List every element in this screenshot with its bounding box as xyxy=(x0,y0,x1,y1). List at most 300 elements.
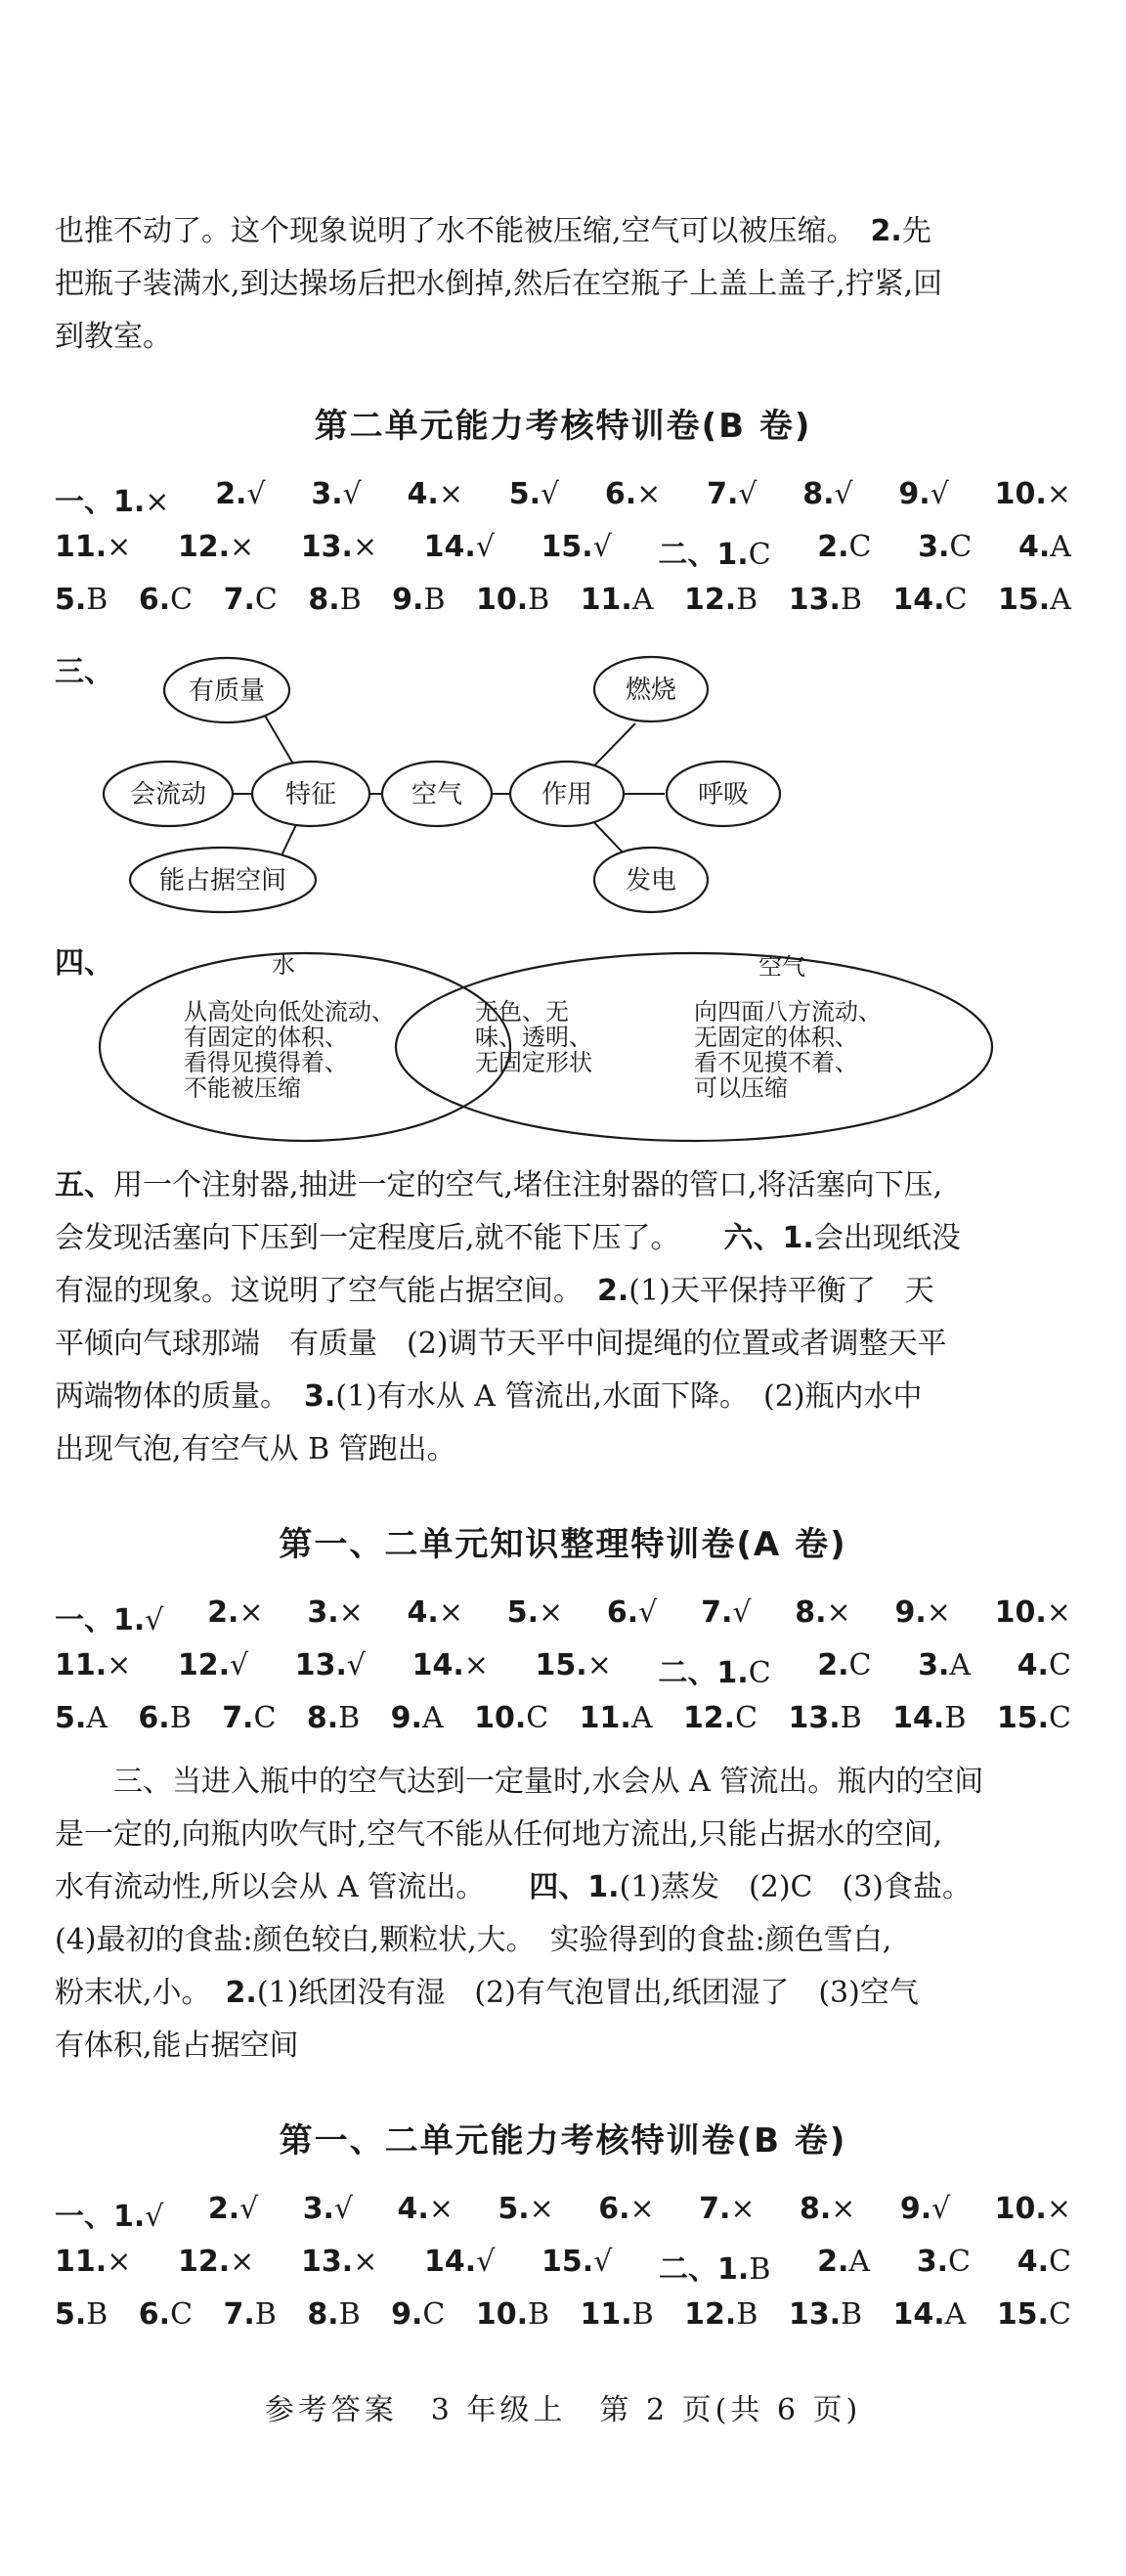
answer-value: × xyxy=(338,1595,364,1630)
answer-number: 13. xyxy=(788,583,841,617)
answer-number: 6. xyxy=(598,2192,630,2226)
answer-item xyxy=(474,1701,548,1735)
answer-item xyxy=(997,1701,1071,1735)
answer-value: A xyxy=(630,1701,653,1735)
answer-item xyxy=(139,2297,193,2332)
answer-item xyxy=(178,530,254,573)
answer-value: B xyxy=(339,583,362,617)
answer-value: × xyxy=(539,1595,564,1630)
venn-mid-line: 无固定形状 xyxy=(475,1049,592,1076)
answer-number: 2. xyxy=(817,1648,849,1682)
answer-number: 二、1. xyxy=(658,1656,749,1690)
answer-value: × xyxy=(463,1648,489,1682)
answer-item xyxy=(55,2297,108,2332)
answer-value: × xyxy=(238,1595,264,1630)
answer-number: 9. xyxy=(390,1701,422,1735)
answer-number: 二、1. xyxy=(658,538,749,572)
answer-item xyxy=(476,2297,549,2332)
answer-item xyxy=(222,1701,276,1735)
answer-value: × xyxy=(438,1595,463,1630)
answer-value: √ xyxy=(638,1595,658,1630)
answer-item xyxy=(476,583,549,617)
p6-line-3: 有湿的现象。这说明了空气能占据空间。 2.(1)天平保持平衡了 天 xyxy=(55,1274,934,1308)
answer-number: 13. xyxy=(300,530,353,564)
answer-number: 9. xyxy=(391,2297,423,2332)
answer-number: 5. xyxy=(498,2192,530,2226)
answer-item xyxy=(55,530,131,573)
answer-value: C xyxy=(170,583,194,617)
venn-left-line: 有固定的体积、 xyxy=(184,1024,348,1051)
answer-item xyxy=(536,1648,612,1691)
answer-item xyxy=(918,1648,971,1691)
answer-number: 5. xyxy=(506,1595,540,1630)
answer-value: × xyxy=(230,530,255,564)
answer-number: 7. xyxy=(222,1701,254,1735)
answer-value: √ xyxy=(930,477,949,511)
answer-item xyxy=(224,583,278,617)
answer-number: 2. xyxy=(207,2192,240,2226)
answer-item xyxy=(917,2245,971,2288)
answer-value: B xyxy=(840,583,862,617)
answer-value: A xyxy=(848,2245,871,2279)
intro-paragraph xyxy=(55,205,1071,364)
answer-value: B xyxy=(528,583,550,617)
answer-number: 12. xyxy=(178,2245,231,2279)
p5-line-1: 五、用一个注射器,抽进一定的空气,堵住注射器的管口,将活塞向下压, xyxy=(55,1168,943,1202)
answer-item xyxy=(139,583,193,617)
answer-value: √ xyxy=(246,477,266,511)
answer-number: 6. xyxy=(606,1595,639,1630)
answer-value: C xyxy=(422,2297,446,2332)
p6-line-4: 平倾向气球那端 有质量 (2)调节天平中间提绳的位置或者调整天平 xyxy=(55,1327,947,1361)
answer-item xyxy=(684,2297,758,2332)
answer-item xyxy=(392,583,445,617)
answer-value: B xyxy=(86,2297,108,2332)
answer-value: B xyxy=(169,1701,192,1735)
answer-item xyxy=(707,477,757,520)
answer-number: 15. xyxy=(996,1701,1049,1735)
answer-item xyxy=(224,2297,277,2332)
s2-line-6: 有体积,能占据空间 xyxy=(55,2029,299,2063)
answer-value: × xyxy=(636,477,662,511)
node-text-features: 特征 xyxy=(284,780,337,809)
answer-value: B xyxy=(840,1701,862,1735)
venn-left-line: 从高处向低处流动、 xyxy=(184,998,395,1026)
answer-number: 8. xyxy=(308,583,340,617)
answer-value: × xyxy=(1046,477,1071,511)
answer-number: 10. xyxy=(475,2297,528,2332)
answer-value: × xyxy=(529,2192,554,2226)
answer-number: 11. xyxy=(55,2245,108,2279)
answer-item xyxy=(391,1701,444,1735)
answer-number: 7. xyxy=(223,2297,255,2332)
answer-value: × xyxy=(107,2245,132,2279)
answer-number: 13. xyxy=(788,1701,841,1735)
answer-value: √ xyxy=(145,1603,164,1637)
answer-number: 2. xyxy=(207,1595,239,1630)
answer-item xyxy=(900,2192,950,2235)
answer-value: A xyxy=(944,2297,967,2332)
answer-value: × xyxy=(428,2192,454,2226)
answer-number: 10. xyxy=(475,583,529,617)
answer-item xyxy=(215,477,265,520)
part-3-label: 三、 xyxy=(55,655,113,689)
answer-item xyxy=(55,1701,108,1735)
venn-left-title: 水 xyxy=(272,951,295,979)
answer-row xyxy=(55,1701,1071,1735)
answer-number: 11. xyxy=(55,530,108,564)
answer-number: 15. xyxy=(541,530,593,564)
answer-item xyxy=(408,1595,463,1638)
answer-value: B xyxy=(736,583,758,617)
answer-number: 6. xyxy=(138,2297,171,2332)
answer-number: 13. xyxy=(301,2245,354,2279)
answer-value: C xyxy=(1048,1701,1071,1735)
answer-value: √ xyxy=(738,477,758,511)
answer-item xyxy=(998,583,1071,617)
answer-value: A xyxy=(86,1701,108,1735)
answer-value: √ xyxy=(342,477,362,511)
answer-item xyxy=(541,530,612,573)
node-text-uses: 作用 xyxy=(541,780,593,809)
answer-number: 8. xyxy=(799,2192,832,2226)
venn-left-line: 看得见摸得着、 xyxy=(184,1049,348,1076)
answer-value: C xyxy=(1048,1648,1071,1682)
answer-value: √ xyxy=(592,530,612,564)
answer-number: 6. xyxy=(138,1701,170,1735)
answer-value: × xyxy=(352,530,378,564)
part-5-6-paragraph xyxy=(55,1159,1071,1476)
answer-item xyxy=(391,2297,445,2332)
answer-item xyxy=(605,477,661,520)
page-footer: 参考答案 3 年级上 第 2 页(共 6 页) xyxy=(264,2393,862,2427)
answer-number: 11. xyxy=(580,2297,632,2332)
answer-item xyxy=(701,1595,751,1638)
node-text-u1: 燃烧 xyxy=(625,676,677,705)
answer-number: 6. xyxy=(604,477,637,511)
answer-item xyxy=(607,1595,657,1638)
answer-number: 13. xyxy=(788,2297,841,2332)
answer-item xyxy=(997,2297,1071,2332)
answer-number: 10. xyxy=(994,2192,1047,2226)
s2-line-5: 粉末状,小。 2.(1)纸团没有湿 (2)有气泡冒出,纸团湿了 (3)空气 xyxy=(55,1976,919,2010)
answer-item xyxy=(178,1648,248,1691)
answer-item xyxy=(995,2192,1071,2235)
answer-number: 12. xyxy=(684,583,737,617)
answer-number: 12. xyxy=(177,1648,231,1682)
answer-number: 3. xyxy=(311,477,343,511)
answer-row xyxy=(55,1595,1071,1638)
answer-item xyxy=(408,477,463,520)
mind-map xyxy=(0,635,1126,929)
answer-number: 二、1. xyxy=(659,2252,750,2287)
answer-value: √ xyxy=(476,2245,496,2279)
answer-item xyxy=(684,583,758,617)
answer-value: √ xyxy=(931,2192,951,2226)
answer-item xyxy=(424,530,495,573)
answer-value: A xyxy=(949,1648,972,1682)
answer-item xyxy=(898,477,948,520)
answer-value: B xyxy=(423,583,446,617)
answer-value: A xyxy=(1050,530,1071,564)
answer-value: B xyxy=(338,2297,361,2332)
answer-value: C xyxy=(253,1701,277,1735)
answer-value: √ xyxy=(541,477,560,511)
answer-number: 15. xyxy=(996,2297,1049,2332)
answer-item xyxy=(308,583,361,617)
answer-number: 12. xyxy=(684,2297,737,2332)
answer-value: B xyxy=(749,2252,771,2287)
answer-number: 10. xyxy=(994,1595,1047,1630)
answer-item xyxy=(1018,530,1071,573)
answer-item xyxy=(699,2192,755,2235)
venn-mid-line: 味、透明、 xyxy=(475,1024,592,1051)
answer-value: C xyxy=(526,1701,549,1735)
answer-number: 3. xyxy=(302,2192,334,2226)
node-text-center: 空气 xyxy=(411,780,463,809)
answer-number: 3. xyxy=(918,1648,950,1682)
answer-value: × xyxy=(230,2245,255,2279)
answer-item xyxy=(307,2297,360,2332)
answer-item xyxy=(817,2245,870,2288)
answer-item xyxy=(892,1701,966,1735)
section2-paragraph xyxy=(55,1756,1071,2073)
answer-item xyxy=(598,2192,654,2235)
venn-right-title: 空气 xyxy=(758,953,805,981)
answer-item xyxy=(802,477,852,520)
answer-item xyxy=(398,2192,454,2235)
answer-value: √ xyxy=(475,530,495,564)
answer-item xyxy=(789,583,862,617)
answer-row xyxy=(55,2245,1071,2288)
answer-row xyxy=(55,530,1071,573)
answer-item xyxy=(301,530,377,573)
answer-number: 14. xyxy=(892,1701,945,1735)
answer-value: C xyxy=(944,583,968,617)
answer-value: × xyxy=(1046,2192,1071,2226)
answer-item xyxy=(795,1595,850,1638)
answer-row xyxy=(55,2297,1071,2332)
answer-number: 8. xyxy=(802,477,835,511)
venn-right-line: 看不见摸不着、 xyxy=(694,1049,858,1076)
answer-value: √ xyxy=(732,1595,752,1630)
node-text-u3: 发电 xyxy=(625,866,677,895)
answer-item xyxy=(1018,2245,1071,2288)
answer-number: 14. xyxy=(892,2297,945,2332)
answer-number: 12. xyxy=(682,1701,736,1735)
answer-number: 13. xyxy=(294,1648,347,1682)
answer-value: C xyxy=(748,1656,771,1690)
answer-item xyxy=(581,583,654,617)
answer-item xyxy=(581,2297,654,2332)
answer-item xyxy=(208,2192,258,2235)
answer-number: 15. xyxy=(535,1648,587,1682)
answer-item xyxy=(507,1595,563,1638)
answer-value: × xyxy=(353,2245,378,2279)
answer-item xyxy=(892,583,967,617)
answer-number: 5. xyxy=(55,2297,87,2332)
answer-number: 7. xyxy=(699,2192,731,2226)
answer-number: 8. xyxy=(795,1595,827,1630)
answer-item xyxy=(295,1648,366,1691)
answer-value: √ xyxy=(230,1648,249,1682)
answer-number: 3. xyxy=(916,2245,949,2279)
answer-value: × xyxy=(586,1648,612,1682)
answer-value: × xyxy=(826,1595,851,1630)
answer-value: C xyxy=(170,2297,194,2332)
answer-value: √ xyxy=(239,2192,259,2226)
answer-item xyxy=(894,1595,950,1638)
answer-item xyxy=(55,2245,131,2288)
answer-item xyxy=(995,1595,1071,1638)
answer-item xyxy=(178,2245,254,2288)
answer-value: × xyxy=(926,1595,951,1630)
answer-value: C xyxy=(948,2245,972,2279)
answer-number: 14. xyxy=(424,2245,477,2279)
answer-item xyxy=(995,477,1071,520)
answer-value: × xyxy=(107,1648,132,1682)
answer-number: 4. xyxy=(1017,1648,1049,1682)
answer-item xyxy=(789,1701,862,1735)
answer-value: C xyxy=(848,1648,872,1682)
intro-line-1: 也推不动了。这个现象说明了水不能被压缩,空气可以被压缩。 2.先 xyxy=(55,214,931,248)
answer-item xyxy=(580,1701,653,1735)
answer-number: 7. xyxy=(707,477,739,511)
answer-item xyxy=(303,2192,353,2235)
answer-number: 4. xyxy=(1018,530,1051,564)
venn-right-line: 可以压缩 xyxy=(694,1074,788,1102)
s2-line-4: (4)最初的食盐:颜色较白,颗粒状,大。 实验得到的食盐:颜色雪白, xyxy=(55,1923,892,1957)
answer-value: A xyxy=(421,1701,444,1735)
answer-value: C xyxy=(254,583,278,617)
answer-item xyxy=(509,477,559,520)
answer-number: 11. xyxy=(55,1648,108,1682)
answer-number: 15. xyxy=(541,2245,594,2279)
answer-number: 一、1. xyxy=(55,1603,146,1637)
answer-value: A xyxy=(631,583,654,617)
answer-item xyxy=(1018,1648,1071,1691)
answer-item xyxy=(658,530,770,573)
answer-number: 7. xyxy=(223,583,255,617)
answer-number: 4. xyxy=(407,1595,439,1630)
answer-item xyxy=(424,2245,495,2288)
answer-value: C xyxy=(949,530,973,564)
s2-line-1: 三、当进入瓶中的空气达到一定量时,水会从 A 管流出。瓶内的空间 xyxy=(113,1765,984,1799)
venn-diagram xyxy=(0,943,1126,1154)
answer-item xyxy=(311,477,361,520)
answer-item xyxy=(800,2192,855,2235)
answer-row xyxy=(55,583,1071,617)
part-4-label: 四、 xyxy=(55,946,113,981)
p6-line-6: 出现气泡,有空气从 B 管跑出。 xyxy=(55,1432,456,1466)
answer-number: 8. xyxy=(307,2297,339,2332)
answer-number: 4. xyxy=(397,2192,429,2226)
answer-item xyxy=(307,1701,360,1735)
answer-item xyxy=(55,1648,131,1691)
answer-number: 7. xyxy=(701,1595,733,1630)
answer-value: × xyxy=(107,530,132,564)
answer-item xyxy=(55,2192,163,2235)
answer-item xyxy=(541,2245,612,2288)
node-text-f1: 有质量 xyxy=(188,677,266,706)
answer-number: 2. xyxy=(817,2245,849,2279)
venn-mid-line: 无色、无 xyxy=(475,998,569,1026)
answer-item xyxy=(789,2297,862,2332)
answer-number: 5. xyxy=(508,477,541,511)
answer-value: × xyxy=(145,485,170,519)
answer-value: × xyxy=(831,2192,856,2226)
answer-number: 6. xyxy=(138,583,171,617)
answer-value: C xyxy=(1049,2245,1071,2279)
answer-number: 9. xyxy=(894,1595,927,1630)
answer-value: C xyxy=(735,1701,758,1735)
answer-item xyxy=(817,1648,871,1691)
venn-left-line: 不能被压缩 xyxy=(184,1074,301,1102)
answer-number: 8. xyxy=(306,1701,339,1735)
answer-value: × xyxy=(629,2192,655,2226)
s2-line-2: 是一定的,向瓶内吹气时,空气不能从任何地方流出,只能占据水的空间, xyxy=(55,1817,943,1852)
answer-value: × xyxy=(1046,1595,1071,1630)
answer-number: 2. xyxy=(817,530,849,564)
answer-number: 3. xyxy=(307,1595,339,1630)
intro-line-2: 把瓶子装满水,到达操场后把水倒掉,然后在空瓶子上盖上盖子,拧紧,回 xyxy=(55,267,943,301)
answer-number: 2. xyxy=(215,477,247,511)
answer-number: 一、1. xyxy=(55,2200,146,2234)
answer-value: C xyxy=(848,530,872,564)
answer-number: 11. xyxy=(579,1701,631,1735)
answer-number: 4. xyxy=(1017,2245,1050,2279)
answer-item xyxy=(683,1701,758,1735)
node-text-u2: 呼吸 xyxy=(697,780,750,809)
answer-item xyxy=(307,1595,363,1638)
answer-number: 3. xyxy=(918,530,950,564)
answer-value: B xyxy=(736,2297,758,2332)
section-title-2: 第一、二单元知识整理特训卷(A 卷) xyxy=(279,1525,847,1564)
answer-value: × xyxy=(438,477,463,511)
answer-value: C xyxy=(748,538,771,572)
answer-value: A xyxy=(1050,583,1071,617)
answer-item xyxy=(301,2245,377,2288)
answer-value: B xyxy=(338,1701,361,1735)
answer-item xyxy=(817,530,871,573)
answer-number: 14. xyxy=(892,583,945,617)
answer-value: B xyxy=(631,2297,654,2332)
answer-value: B xyxy=(86,583,108,617)
answer-number: 14. xyxy=(411,1648,464,1682)
section-title-3: 第一、二单元能力考核特训卷(B 卷) xyxy=(279,2121,847,2161)
answer-number: 5. xyxy=(55,1701,87,1735)
answer-value: B xyxy=(254,2297,277,2332)
answer-value: √ xyxy=(333,2192,354,2226)
answer-value: B xyxy=(841,2297,863,2332)
section-title-1: 第二单元能力考核特训卷(B 卷) xyxy=(314,407,812,446)
answer-number: 9. xyxy=(899,2192,932,2226)
answer-item xyxy=(658,1648,770,1691)
answer-value: B xyxy=(527,2297,550,2332)
answer-number: 14. xyxy=(423,530,476,564)
answer-item xyxy=(918,530,972,573)
venn-right-line: 向四面八方流动、 xyxy=(694,998,882,1026)
answer-value: √ xyxy=(593,2245,613,2279)
answer-item xyxy=(659,2245,770,2288)
node-text-f2: 会流动 xyxy=(129,780,207,809)
answer-value: √ xyxy=(346,1648,367,1682)
answer-item xyxy=(207,1595,263,1638)
answer-number: 12. xyxy=(177,530,231,564)
answer-value: √ xyxy=(145,2200,164,2234)
answer-number: 9. xyxy=(392,583,424,617)
answer-item xyxy=(412,1648,489,1691)
